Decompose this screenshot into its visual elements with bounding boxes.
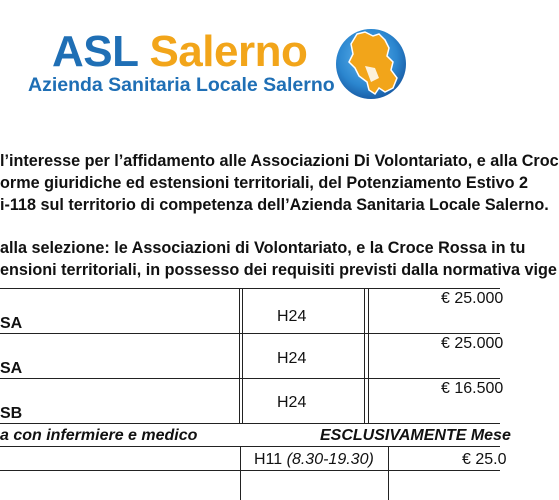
table-cell-amount: € 25.000: [441, 335, 504, 352]
table-cell-service: SA: [0, 360, 23, 377]
body-line-2: orme giuridiche ed estensioni territoriali, del Potenziamento Estivo 2: [0, 174, 529, 192]
table-col-divider: [242, 288, 243, 423]
table-col-divider: [364, 288, 365, 423]
table-cell-amount: € 25.0: [462, 451, 507, 468]
table-col-divider: [388, 446, 389, 500]
table-rule: [0, 446, 500, 447]
body-line-1: l’interesse per l’affidamento alle Associazioni Di Volontariato, e alla Croc: [0, 152, 559, 170]
table-col-divider: [368, 288, 369, 423]
table-rule: [0, 470, 500, 471]
body-line-3: i-118 sul territorio di competenza dell’Azienda Sanitaria Locale Salerno.: [0, 196, 549, 214]
table-rule: [0, 378, 500, 379]
campania-map-logo-icon: [335, 26, 407, 102]
table-cell-hours-main: H11: [254, 451, 283, 468]
table-cell-hours: [254, 451, 374, 469]
table-cell-hours-time: (8.30-19.30): [286, 451, 374, 468]
table-rule: [0, 288, 500, 289]
table-section-label: a con infermiere e medico: [0, 427, 198, 444]
table-cell-service: SB: [0, 405, 23, 422]
table-cell-service: SA: [0, 315, 23, 332]
table-section-period: ESCLUSIVAMENTE Mese: [320, 427, 511, 444]
table-rule: [0, 423, 500, 424]
body-line-5: ensioni territoriali, in possesso dei requisiti previsti dalla normativa vige: [0, 261, 557, 279]
table-cell-amount: € 16.500: [441, 380, 504, 397]
table-col-divider: [239, 288, 240, 423]
table-cell-amount: € 25.000: [441, 290, 504, 307]
services-table: [0, 288, 511, 500]
table-cell-hours: H24: [277, 350, 307, 367]
table-rule: [0, 333, 500, 334]
logo-asl-text: ASL: [52, 27, 138, 76]
logo-subtitle: Azienda Sanitaria Locale Salerno: [28, 74, 335, 96]
logo-title: [52, 27, 308, 76]
table-cell-hours: H24: [277, 394, 307, 411]
table-col-divider: [240, 446, 241, 500]
logo-salerno-text: Salerno: [149, 27, 308, 76]
table-cell-hours: H24: [277, 308, 307, 325]
body-line-4: alla selezione: le Associazioni di Volontariato, e la Croce Rossa in tu: [0, 239, 526, 257]
